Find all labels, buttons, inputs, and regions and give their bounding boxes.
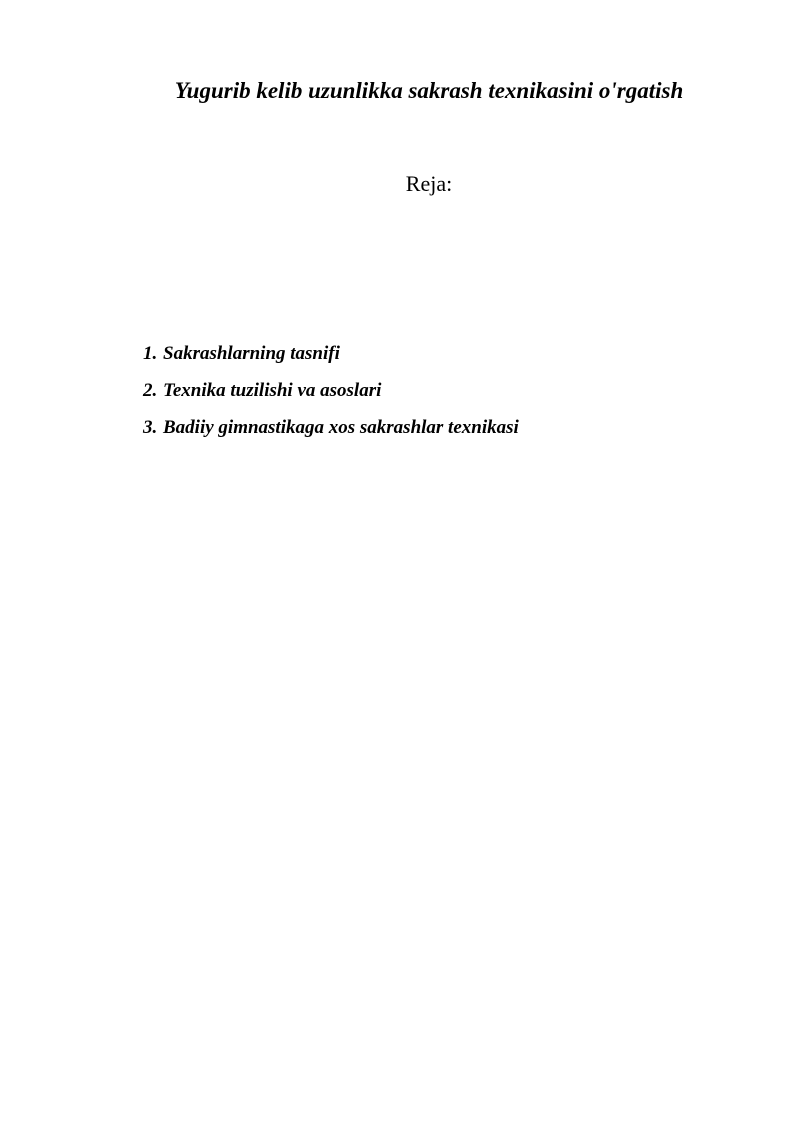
list-item-text: Badiiy gimnastikaga xos sakrashlar texnikasi: [163, 417, 519, 438]
list-item: [143, 340, 519, 377]
list-item: [143, 377, 519, 414]
list-item-number: 1.: [143, 343, 158, 364]
list-item: [143, 414, 519, 451]
list-item-number: 2.: [143, 380, 158, 401]
plan-list: [143, 340, 519, 451]
list-item-number: 3.: [143, 417, 158, 438]
list-item-text: Sakrashlarning tasnifi: [163, 343, 340, 364]
list-item-text: Texnika tuzilishi va asoslari: [163, 380, 382, 401]
document-title: Yugurib kelib uzunlikka sakrash texnikasini o'rgatish: [174, 78, 684, 103]
plan-heading: Reja:: [405, 171, 453, 196]
document-title-block: [0, 76, 800, 106]
